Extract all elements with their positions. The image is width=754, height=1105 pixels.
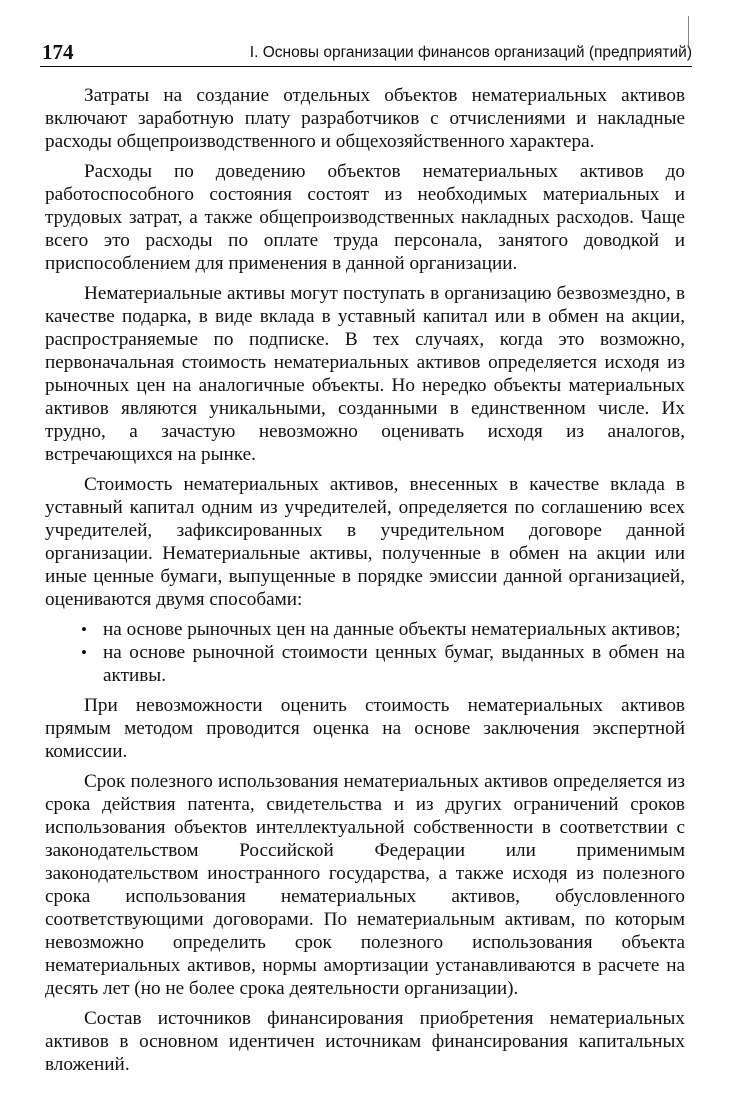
list-item bbox=[45, 641, 685, 687]
bullet-icon: • bbox=[81, 620, 87, 639]
paragraph: Затраты на создание отдельных объектов нематериальных активов включают заработную плату разработчиков с отчислениями и накладные расходы общепроизводственного и общехозяйственного характера. bbox=[45, 85, 685, 152]
paragraph: Срок полезного использования нематериальных активов определяется из срока действия патента, свидетельства и из других ограничений сроков использования объектов интеллектуальной собственности в соответствии с законодательством Российской Федерации или применимым законодательством иностранного государства, а также исходя из полезного срока использования нематериальных активов, обусловленного соответствующими договорами. По нематериальным активам, по которым невозможно определить срок полезного использования объекта нематериальных активов, нормы амортизации устанавливаются в расчете на десять лет (но не более срока деятельности организации). bbox=[45, 771, 685, 999]
running-head: I. Основы организации финансов организаций (предприятий) bbox=[249, 44, 692, 61]
paragraph: Стоимость нематериальных активов, внесенных в качестве вклада в уставный капитал одним из учредителей, определяется по соглашению всех учредителей, зафиксированных в учредительном договоре данной организации. Нематериальные активы, полученные в обмен на акции или иные ценные бумаги, выпущенные в порядке эмиссии данной организацией, оцениваются двумя способами: bbox=[45, 474, 685, 610]
bullet-text: на основе рыночных цен на данные объекты нематериальных активов; bbox=[103, 619, 681, 640]
paragraph: Расходы по доведению объектов нематериальных активов до работоспособного состояния состоят из необходимых материальных и трудовых затрат, а также общепроизводственных накладных расходов. Чаще всего это расходы по оплате труда персонала, занятого доводкой и приспособлением для применения в данной организации. bbox=[45, 161, 685, 274]
page-number: 174 bbox=[42, 40, 74, 64]
paragraph: При невозможности оценить стоимость нематериальных активов прямым методом проводится оценка на основе заключения экспертной комиссии. bbox=[45, 695, 685, 762]
bullet-list bbox=[45, 618, 685, 687]
paragraph: Нематериальные активы могут поступать в организацию безвозмездно, в качестве подарка, в виде вклада в уставный капитал или в обмен на акции, распространяемые по подписке. В тех случаях, когда это возможно, первоначальная стоимость нематериальных активов определяется исходя из рыночных цен на аналогичные объекты. Но нередко объекты материальных активов являются уникальными, созданными в единственном числе. Их трудно, а зачастую невозможно оценивать исходя из аналогов, встречающихся на рынке. bbox=[45, 283, 685, 465]
page-header bbox=[40, 40, 692, 67]
list-item bbox=[45, 618, 685, 641]
body-text bbox=[45, 84, 685, 1083]
bullet-icon: • bbox=[81, 643, 87, 662]
bullet-text: на основе рыночной стоимости ценных бумаг, выданных в обмен на активы. bbox=[103, 642, 685, 686]
paragraph: Состав источников финансирования приобретения нематериальных активов в основном идентичен источникам финансирования капитальных вложений. bbox=[45, 1008, 685, 1075]
